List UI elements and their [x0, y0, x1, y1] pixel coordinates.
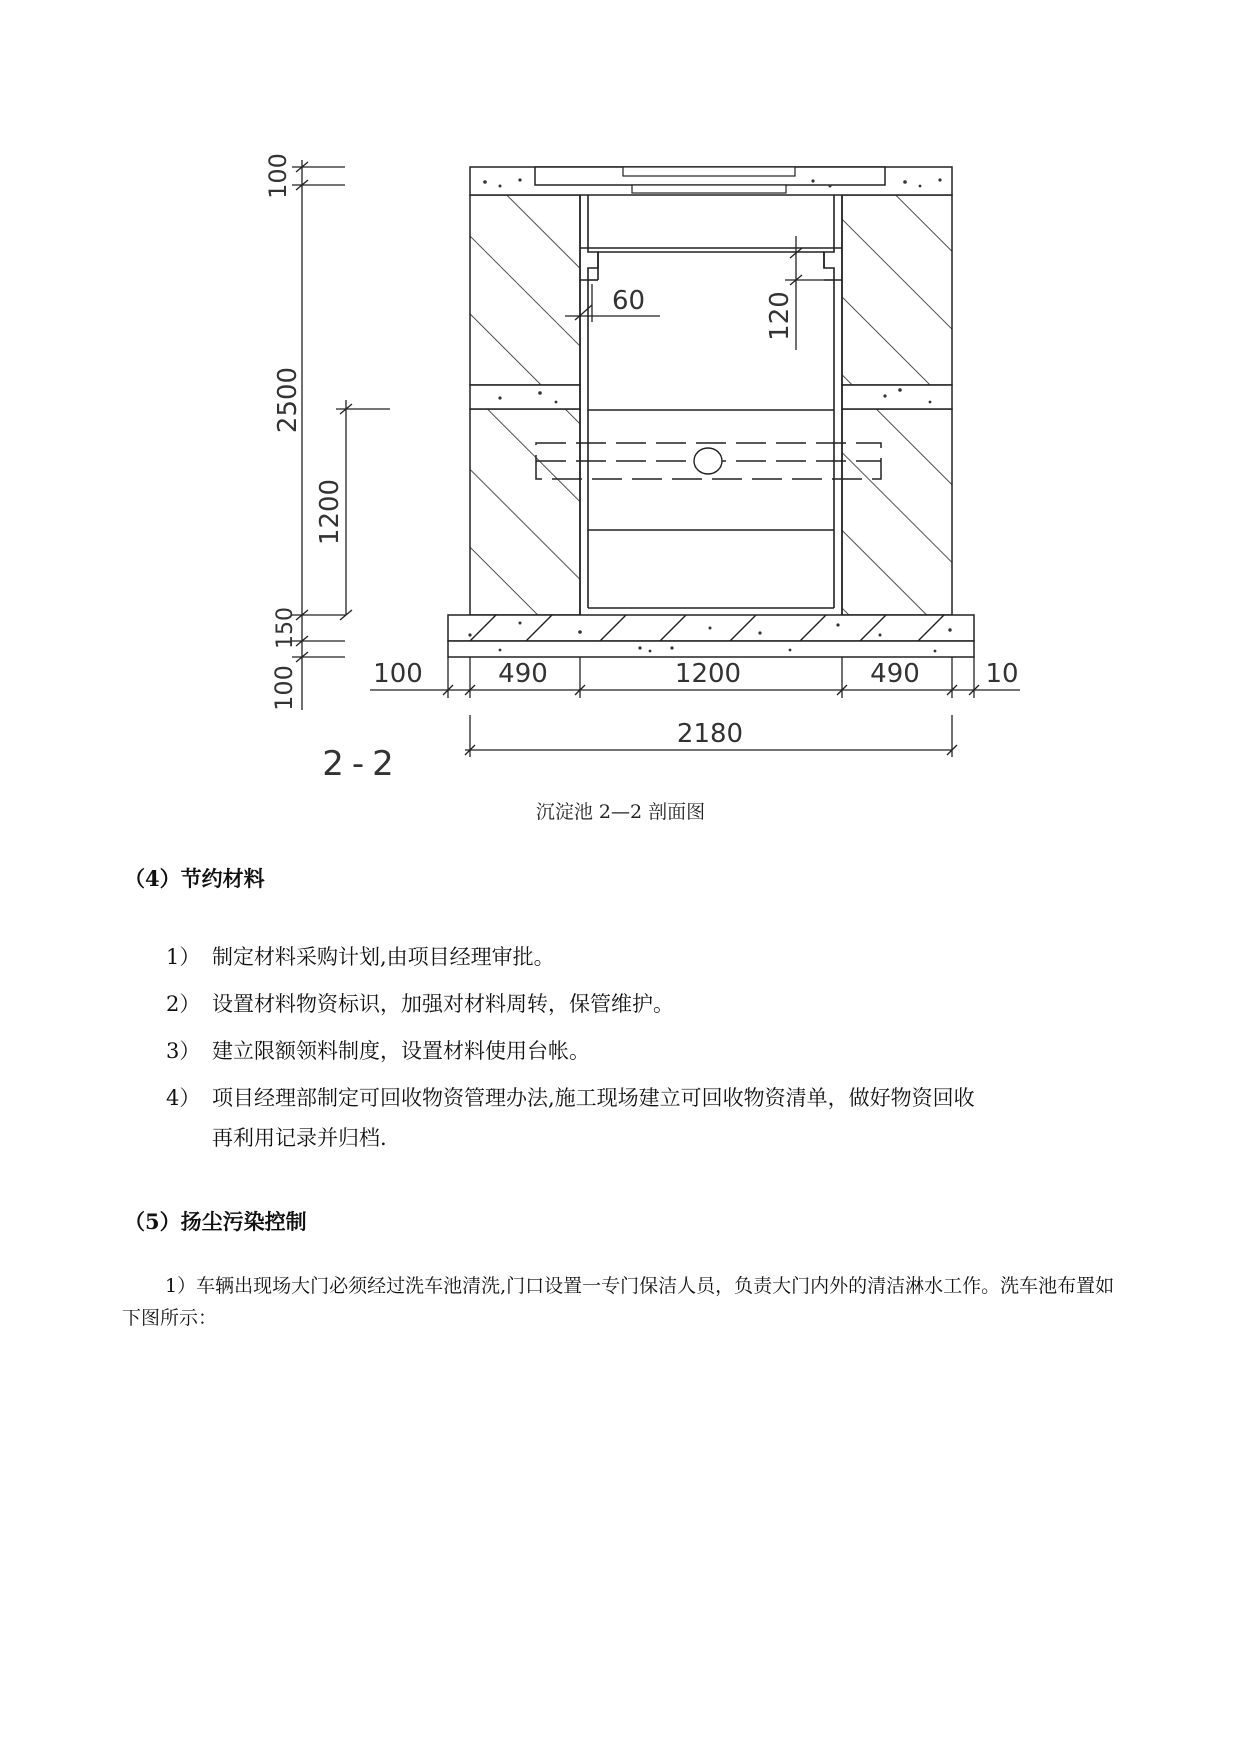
dim-wall-right-490: 490: [870, 659, 920, 689]
dim-top-cap: 100: [264, 153, 292, 199]
inner-chamber: [580, 195, 842, 615]
list-item-text: 项目经理部制定可回收物资管理办法,施工现场建立可回收物资清单，做好物资回收: [212, 1086, 975, 1110]
list-item: [166, 1031, 1126, 1071]
dim-right-10: 10: [985, 659, 1019, 689]
dim-total-height: 2500: [273, 366, 303, 434]
section-5-heading: （5）扬尘污染控制: [124, 1209, 307, 1234]
figure-caption: 沉淀池 2—2 剖面图: [535, 801, 706, 823]
list-item: [166, 984, 1126, 1024]
list-item-continuation: 再利用记录并归档.: [212, 1126, 387, 1150]
dim-base-150: 150: [273, 607, 298, 649]
section-5-paragraph: 1）车辆出现场大门必须经过洗车池清洗,门口设置一专门保洁人员，负责大门内外的清洁淋水工作。洗车池布置如下图所示：: [122, 1275, 1115, 1329]
list-item-number: 1）: [166, 945, 201, 969]
left-dimension-chain: [292, 160, 390, 710]
list-item-number: 2）: [166, 992, 201, 1016]
list-item-text: 设置材料物资标识，加强对材料周转，保管维护。: [212, 992, 674, 1016]
list-item-text: 建立限额领料制度，设置材料使用台帐。: [212, 1039, 590, 1063]
dim-wall-left-490: 490: [498, 659, 548, 689]
sedimentation-tank-section-drawing: [0, 0, 1241, 800]
list-item-number: 3）: [166, 1039, 201, 1063]
pipe-circle: [694, 448, 722, 474]
dim-left-100: 100: [373, 659, 423, 689]
dim-inner-1200: 1200: [315, 478, 345, 546]
dim-inner-width-1200: 1200: [674, 659, 742, 689]
dim-total-2180: 2180: [676, 719, 744, 749]
concrete-mid-band: [470, 385, 952, 409]
list-item-number: 4）: [166, 1086, 201, 1110]
list-item: [166, 1078, 1126, 1150]
dim-wall-60: 60: [612, 286, 646, 316]
dim-bottom-100: 100: [270, 665, 298, 711]
list-item: [166, 937, 1126, 977]
section-label: 2-2: [322, 744, 402, 784]
list-item-text: 制定材料采购计划,由项目经理审批。: [212, 945, 555, 969]
concrete-base: [448, 615, 974, 657]
dim-step-120: 120: [765, 291, 795, 341]
concrete-top-cap: [470, 167, 952, 195]
section-4-heading: （4）节约材料: [124, 866, 265, 891]
